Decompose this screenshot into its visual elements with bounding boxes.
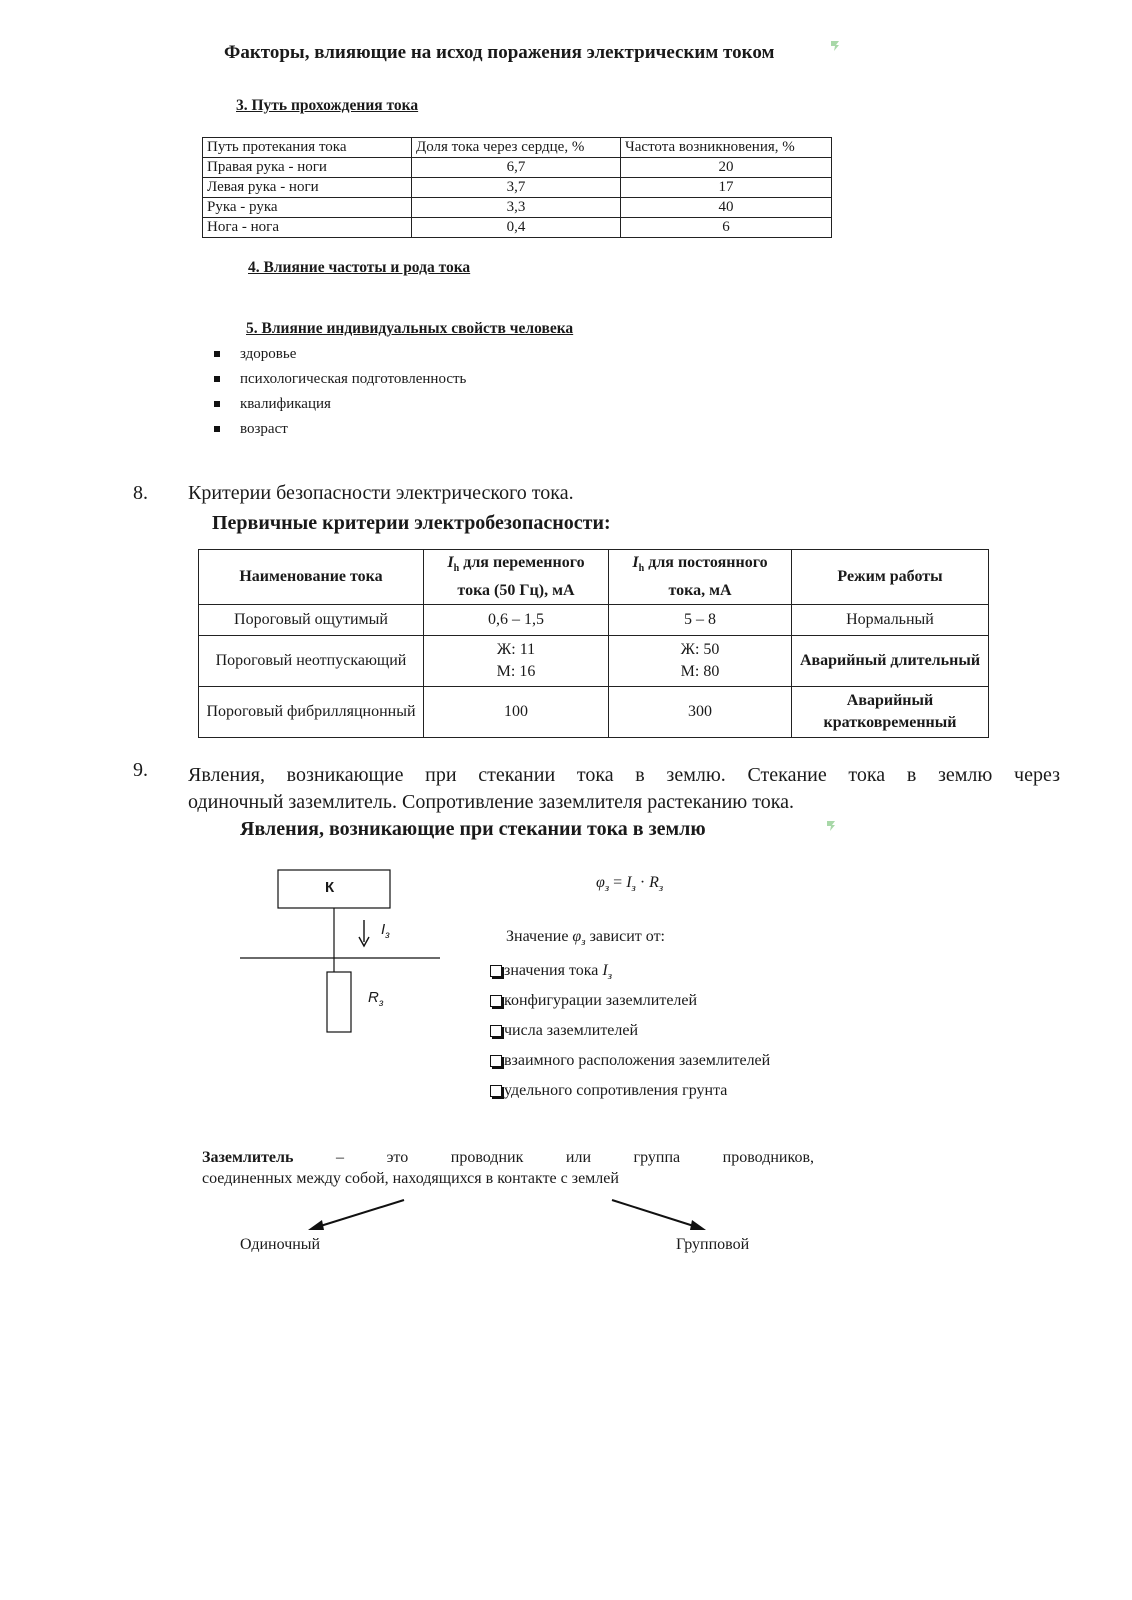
list-item: психологическая подготовленность [214,367,466,392]
table-cell: Ж: 50 М: 80 [609,636,792,687]
bullet-square-icon [214,401,220,407]
single-electrode-label: Одиночный [240,1236,321,1253]
table-cell: 300 [609,687,792,738]
table-title: Первичные критерии электробезопасности: [212,512,611,534]
table-cell: Рука - рука [203,198,412,218]
bullet-square-icon [214,351,220,357]
section-heading: Критерии безопасности электрического тока. [188,482,574,504]
definition-line1: Заземлитель – это проводник или группа проводников, [202,1149,814,1166]
subtitle-individual-properties: 5. Влияние индивидуальных свойств человека [246,320,574,337]
list-item: здоровье [214,342,466,367]
list-item: числа заземлителей [490,1020,770,1050]
item-number: 8. [133,482,148,504]
table-cell: Нога - нога [203,218,412,238]
table-cell: 0,6 – 1,5 [424,605,609,636]
table-cell: 40 [621,198,832,218]
item-number: 9. [133,759,148,781]
checkbox-square-icon [490,1025,502,1037]
table-header: Путь протекания тока [203,138,412,158]
table-row [199,687,989,738]
table-header-row [199,550,989,605]
factors-checklist [490,960,770,1110]
table-header-row [203,138,832,158]
equipment-label: К [325,879,335,896]
current-label: $I_з$ [381,921,390,941]
table-cell: 6 [621,218,832,238]
subtitle-frequency: 4. Влияние частоты и рода тока [248,259,471,276]
bullet-square-icon [214,426,220,432]
table-cell: Аварийный кратковременный [792,687,989,738]
table-cell: Пороговый ощутимый [199,605,424,636]
table-cell: 3,7 [412,178,621,198]
table-row [203,158,832,178]
grounding-diagram [238,868,448,1043]
table-header: Наименование тока [199,550,424,605]
checkbox-square-icon [490,1085,502,1097]
resistor-box [327,972,351,1032]
table-header: $I_h$ для переменного тока (50 Гц), мА [424,550,609,605]
table-cell: 6,7 [412,158,621,178]
resistor-label: $R_з$ [368,989,384,1009]
section-heading-line1: Явления, возникающие при стекании тока в землю. Стекание тока в землю через [188,764,1060,786]
table-header: $I_h$ для постоянного тока, мА [609,550,792,605]
page-title: Факторы, влияющие на исход поражения электрическим током [224,42,775,63]
branch-arrows [300,1196,720,1236]
table-cell: 17 [621,178,832,198]
table-row [203,198,832,218]
table-cell: 5 – 8 [609,605,792,636]
section-heading-line2: одиночный заземлитель. Сопротивление заземлителя растеканию тока. [188,791,795,813]
table-header: Частота возникновения, % [621,138,832,158]
figure-title: Явления, возникающие при стекании тока в землю [240,818,706,840]
list-item: удельного сопротивления грунта [490,1080,770,1110]
table-cell: Ж: 11 М: 16 [424,636,609,687]
table-row [199,636,989,687]
current-path-table [202,137,832,238]
table-cell: 3,3 [412,198,621,218]
list-item: квалификация [214,392,466,417]
list-item: возраст [214,417,466,442]
checkbox-square-icon [490,965,502,977]
table-row [199,605,989,636]
group-electrode-label: Групповой [676,1236,750,1253]
table-row [203,178,832,198]
properties-list [214,342,466,442]
table-header: Режим работы [792,550,989,605]
leaf-icon [826,820,836,832]
table-cell: Левая рука - ноги [203,178,412,198]
subtitle-current-path: 3. Путь прохождения тока [236,97,419,114]
bullet-square-icon [214,376,220,382]
leaf-icon [830,40,840,52]
definition-line2: соединенных между собой, находящихся в контакте с землей [202,1170,619,1187]
depends-caption: Значение $\varphi_з$ зависит от: [506,928,665,949]
table-cell: Нормальный [792,605,989,636]
table-cell: Аварийный длительный [792,636,989,687]
criteria-table [198,549,989,738]
checkbox-square-icon [490,1055,502,1067]
list-item: взаимного расположения заземлителей [490,1050,770,1080]
table-cell: Правая рука - ноги [203,158,412,178]
table-row [203,218,832,238]
list-item: значения тока $I_з$ [490,960,770,990]
table-header: Доля тока через сердце, % [412,138,621,158]
table-cell: 100 [424,687,609,738]
table-cell: Пороговый неотпускающий [199,636,424,687]
table-cell: 0,4 [412,218,621,238]
arrow-right-icon [612,1200,700,1228]
table-cell: Пороговый фибрилляцнонный [199,687,424,738]
potential-formula: $\varphi_з = I_з \cdot R_з$ [596,874,664,895]
checkbox-square-icon [490,995,502,1007]
list-item: конфигурации заземлителей [490,990,770,1020]
table-cell: 20 [621,158,832,178]
arrow-left-icon [314,1200,404,1228]
